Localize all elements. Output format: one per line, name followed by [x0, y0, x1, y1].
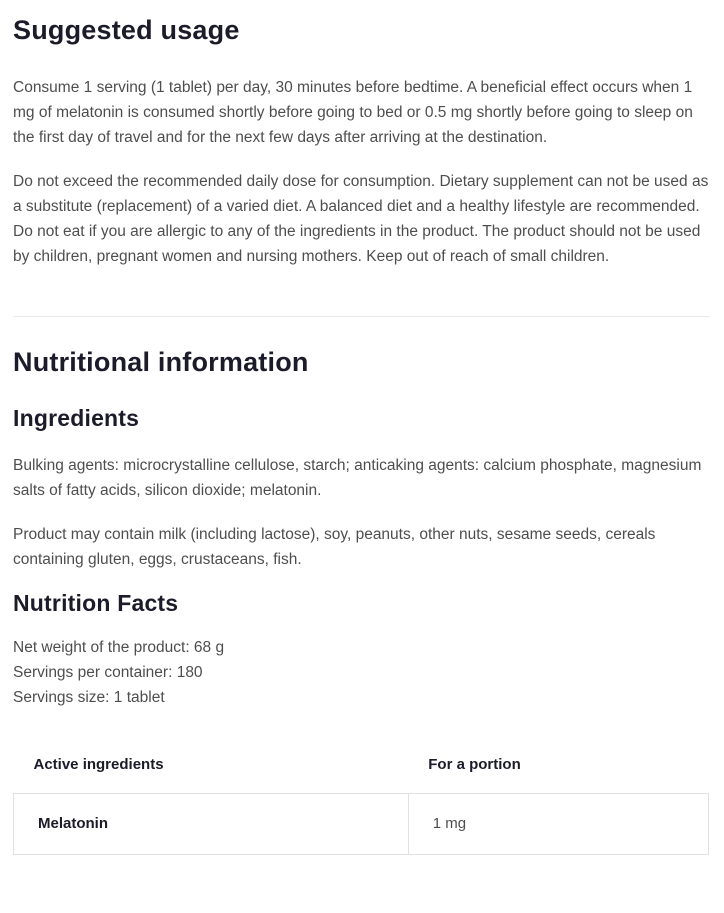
nutritional-information-title: Nutritional information: [13, 347, 309, 377]
active-ingredients-table: [13, 755, 709, 855]
nutrition-facts-details: [13, 635, 710, 710]
table-header-active-ingredients: Active ingredients: [33, 756, 164, 773]
allergens-paragraph: Product may contain milk (including lactose), soy, peanuts, other nuts, sesame seeds, cereals containing gluten, eggs, crustaceans, fish.: [13, 526, 656, 568]
servings-per-container-line: Servings per container: 180: [13, 664, 203, 681]
ingredient-amount-cell: 1 mg: [408, 794, 708, 855]
section-divider: [13, 316, 710, 317]
warning-paragraph: Do not exceed the recommended daily dose for consumption. Dietary supplement can not be used as a substitute (replacement) of a varied diet. A balanced diet and a healthy lifestyle are recommended. Do not eat if you are allergic to any of the ingredients in the product. The product should not be used by children, pregnant women and nursing mothers. Keep out of reach of small children.: [13, 173, 709, 265]
table-header-for-a-portion: For a portion: [428, 756, 521, 773]
product-info-page: [0, 14, 724, 913]
ingredients-paragraph: Bulking agents: microcrystalline cellulose, starch; anticaking agents: calcium phosphate, magnesium salts of fatty acids, silicon dioxide; melatonin.: [13, 457, 702, 499]
servings-size-line: Servings size: 1 tablet: [13, 689, 165, 706]
net-weight-line: Net weight of the product: 68 g: [13, 639, 225, 656]
usage-paragraph: Consume 1 serving (1 tablet) per day, 30 minutes before bedtime. A beneficial effect occurs when 1 mg of melatonin is consumed shortly before going to bed or 0.5 mg shortly before going to sleep on the first day of travel and for the next few days after arriving at the destination.: [13, 79, 693, 146]
suggested-usage-section: [13, 14, 710, 269]
ingredient-name-cell: Melatonin: [14, 794, 409, 855]
table-header-row: [14, 755, 709, 794]
ingredients-title: Ingredients: [13, 405, 140, 431]
table-row: [14, 794, 709, 855]
nutritional-information-section: [13, 346, 710, 855]
suggested-usage-title: Suggested usage: [13, 15, 240, 45]
nutrition-facts-title: Nutrition Facts: [13, 590, 179, 616]
